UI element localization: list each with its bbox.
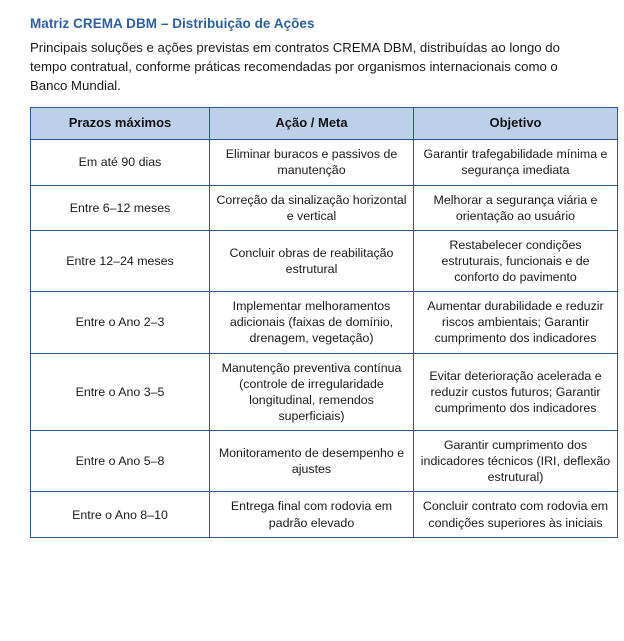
page-title: Matriz CREMA DBM – Distribuição de Ações [30, 16, 315, 31]
table-row [31, 353, 618, 431]
intro-paragraph: Principais soluções e ações previstas em contratos CREMA DBM, distribuídas ao longo do tempo contratual, conforme práticas recomendadas por organismos internacionais como o Banco Mundial. [30, 40, 560, 94]
cell-prazo: Entre o Ano 5–8 [31, 431, 210, 492]
cell-prazo: Entre 12–24 meses [31, 230, 210, 291]
cell-acao: Monitoramento de desempenho e ajustes [210, 431, 414, 492]
cell-objetivo: Restabelecer condições estruturais, funcionais e de conforto do pavimento [414, 230, 618, 291]
cell-acao: Manutenção preventiva contínua (controle de irregularidade longitudinal, remendos superficiais) [210, 353, 414, 431]
column-header-acao: Ação / Meta [210, 108, 414, 140]
cell-acao: Concluir obras de reabilitação estrutural [210, 230, 414, 291]
cell-objetivo: Aumentar durabilidade e reduzir riscos ambientais; Garantir cumprimento dos indicadores [414, 292, 618, 353]
cell-acao: Entrega final com rodovia em padrão elevado [210, 492, 414, 537]
cell-objetivo: Garantir cumprimento dos indicadores técnicos (IRI, deflexão estrutural) [414, 431, 618, 492]
table-row [31, 185, 618, 230]
table-row [31, 140, 618, 185]
cell-acao: Correção da sinalização horizontal e vertical [210, 185, 414, 230]
cell-acao: Eliminar buracos e passivos de manutenção [210, 140, 414, 185]
cell-prazo: Em até 90 dias [31, 140, 210, 185]
crema-matrix-table [30, 107, 618, 537]
table-body [31, 140, 618, 537]
cell-prazo: Entre o Ano 2–3 [31, 292, 210, 353]
cell-prazo: Entre o Ano 3–5 [31, 353, 210, 431]
cell-objetivo: Evitar deterioração acelerada e reduzir custos futuros; Garantir cumprimento dos indicadores [414, 353, 618, 431]
table-row [31, 492, 618, 537]
column-header-objetivo: Objetivo [414, 108, 618, 140]
cell-prazo: Entre o Ano 8–10 [31, 492, 210, 537]
table-header-row [31, 108, 618, 140]
table-row [31, 292, 618, 353]
cell-prazo: Entre 6–12 meses [31, 185, 210, 230]
cell-objetivo: Melhorar a segurança viária e orientação ao usuário [414, 185, 618, 230]
table-row [31, 230, 618, 291]
table-row [31, 431, 618, 492]
cell-objetivo: Garantir trafegabilidade mínima e segurança imediata [414, 140, 618, 185]
cell-acao: Implementar melhoramentos adicionais (faixas de domínio, drenagem, vegetação) [210, 292, 414, 353]
column-header-prazos: Prazos máximos [31, 108, 210, 140]
table-header [31, 108, 618, 140]
cell-objetivo: Concluir contrato com rodovia em condições superiores às iniciais [414, 492, 618, 537]
